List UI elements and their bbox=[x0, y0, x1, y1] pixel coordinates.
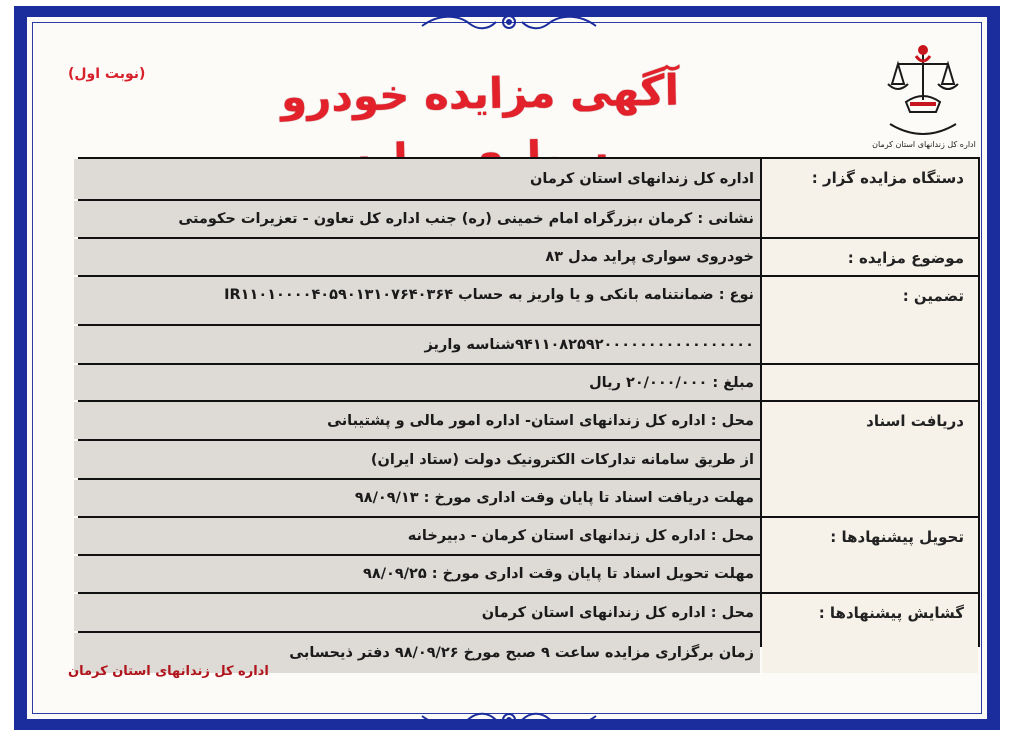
opening-place: محل : اداره کل زندانهای استان کرمان bbox=[74, 594, 760, 631]
top-ornament-icon bbox=[418, 12, 600, 34]
organizer-name: اداره کل زندانهای استان کرمان bbox=[74, 159, 760, 199]
documents-channel: از طریق سامانه تدارکات الکترونیک دولت (ستاد ایران) bbox=[74, 441, 760, 478]
bottom-ornament-icon bbox=[418, 708, 600, 730]
label-guarantee: تضمین : bbox=[762, 277, 978, 363]
documents-place: محل : اداره کل زندانهای استان- اداره امور مالی و پشتیبانی bbox=[74, 402, 760, 439]
logo-caption: اداره کل زندانهای استان کرمان bbox=[872, 140, 976, 149]
footer-signature: اداره کل زندانهای استان کرمان bbox=[68, 664, 269, 679]
turn-label: (نوبت اول) bbox=[68, 66, 146, 82]
label-organizer: دستگاه مزایده گزار : bbox=[762, 159, 978, 237]
auction-details-table bbox=[78, 157, 980, 661]
guarantee-id: ۹۴۱۱۰۸۲۵۹۲۰۰۰۰۰۰۰۰۰۰۰۰۰۰۰۰۰شناسه واریز bbox=[74, 326, 760, 363]
label-subject: موضوع مزایده : bbox=[762, 239, 978, 275]
organizer-address: نشانی : کرمان ،بزرگراه امام خمینی (ره) جنب اداره کل تعاون - تعزیرات حکومتی bbox=[74, 201, 760, 237]
label-opening: گشایش پیشنهادها : bbox=[762, 594, 978, 673]
guarantee-type: نوع : ضمانتنامه بانکی و یا واریز به حساب IR۱۱۰۱۰۰۰۰۴۰۵۹۰۱۳۱۰۷۶۴۰۳۶۴ bbox=[74, 277, 760, 324]
submission-place: محل : اداره کل زندانهای استان کرمان - دبیرخانه bbox=[74, 518, 760, 554]
label-submission: تحویل پیشنهادها : bbox=[762, 518, 978, 592]
page-title: آگهی مزایده خودرو bbox=[280, 65, 680, 122]
guarantee-amount: مبلغ : ۲۰/۰۰۰/۰۰۰ ریال bbox=[74, 365, 760, 400]
label-guarantee-amount-spacer bbox=[762, 365, 978, 400]
subject-value: خودروی سواری پراید مدل ۸۳ bbox=[74, 239, 760, 275]
opening-time: زمان برگزاری مزایده ساعت ۹ صبح مورخ ۹۸/۰۹/۲۶ دفتر ذیحسابی bbox=[74, 633, 760, 673]
documents-deadline: مهلت دریافت اسناد تا پایان وقت اداری مورخ : ۹۸/۰۹/۱۳ bbox=[74, 480, 760, 516]
label-documents: دریافت اسناد bbox=[762, 402, 978, 516]
prisons-organization-logo-icon bbox=[880, 40, 966, 148]
submission-deadline: مهلت تحویل اسناد تا پایان وقت اداری مورخ : ۹۸/۰۹/۲۵ bbox=[74, 556, 760, 592]
